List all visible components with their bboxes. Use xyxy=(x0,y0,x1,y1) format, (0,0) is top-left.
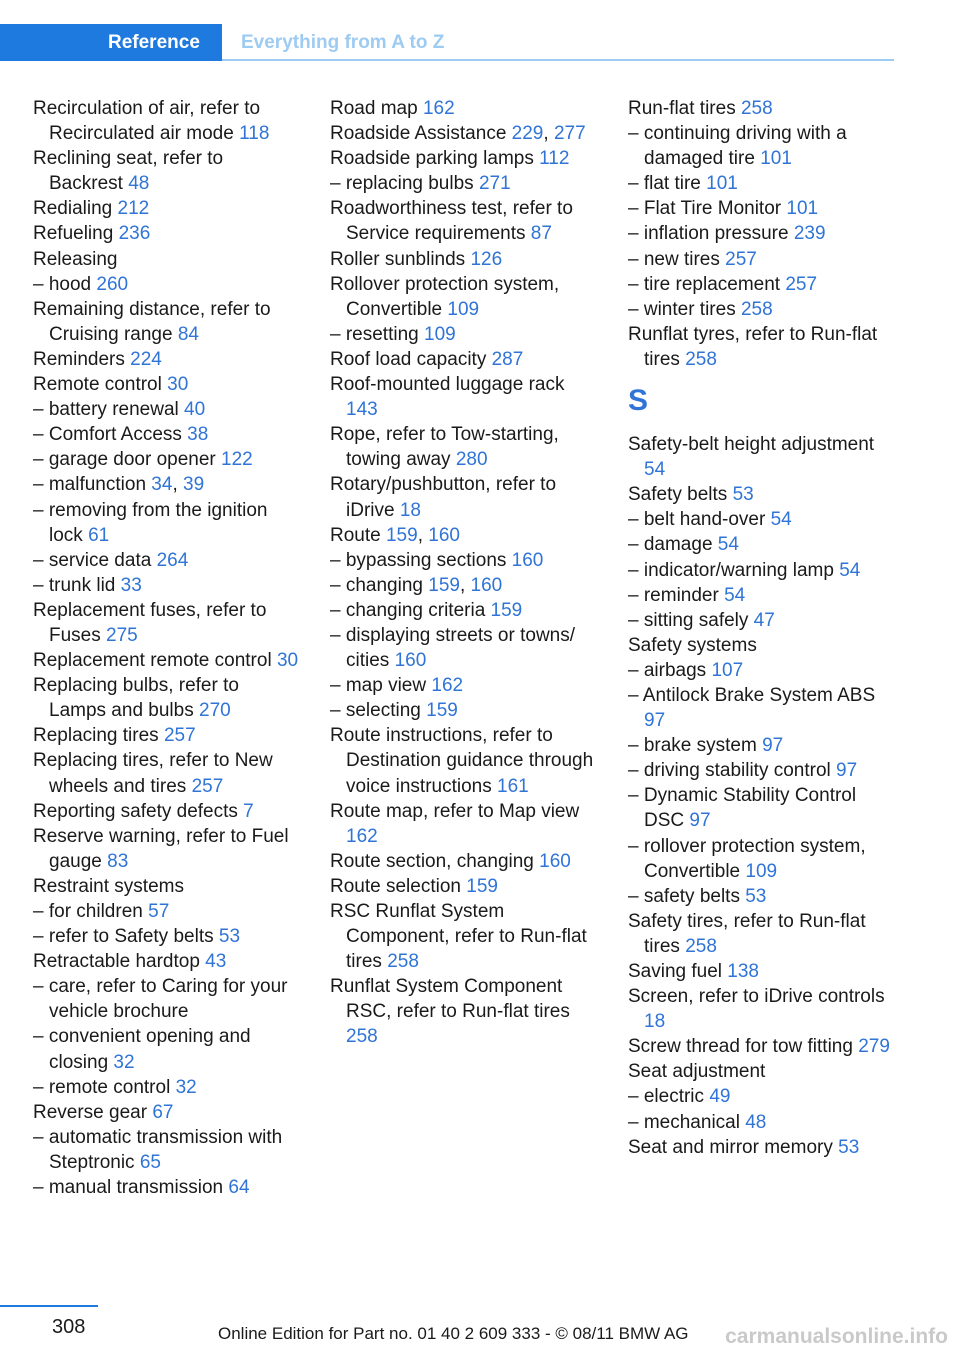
index-entry xyxy=(330,347,598,372)
entry-text: – continuing driving with a damaged tire xyxy=(628,123,847,170)
entry-text: Safety systems xyxy=(628,634,757,656)
page-link[interactable]: 87 xyxy=(530,223,552,245)
page-link[interactable]: 30 xyxy=(167,374,189,396)
page-link[interactable]: 54 xyxy=(770,509,792,531)
page-link[interactable]: 97 xyxy=(836,760,858,782)
entry-text: – replacing bulbs xyxy=(330,173,479,195)
entry-text: – Comfort Access xyxy=(33,424,188,446)
index-entry xyxy=(33,221,301,246)
page-link[interactable]: 67 xyxy=(152,1101,174,1123)
entry-text: – reminder xyxy=(628,584,725,606)
entry-text: Recirculation of air, refer to Recirculated air mode xyxy=(33,98,261,145)
index-entry xyxy=(628,272,896,297)
entry-text: Route instructions, refer to Destination guidance through voice instructions xyxy=(330,725,594,797)
entry-text: , xyxy=(459,574,471,596)
index-column-3 xyxy=(628,96,896,1160)
page-link[interactable]: 159 xyxy=(426,700,458,722)
page-link[interactable]: 270 xyxy=(199,700,231,722)
page-link[interactable]: 161 xyxy=(497,775,529,797)
index-column-1 xyxy=(33,96,301,1200)
page-link[interactable]: 84 xyxy=(177,323,199,345)
index-entry xyxy=(33,949,301,974)
entry-text: Rollover protection system, Convertible xyxy=(330,273,560,320)
entry-text: – mechanical xyxy=(628,1111,746,1133)
index-entry xyxy=(628,96,896,121)
page-link[interactable]: 280 xyxy=(455,449,488,471)
entry-text: Replacement fuses, refer to Fuses xyxy=(33,599,267,646)
page-link[interactable]: 109 xyxy=(745,860,778,882)
index-entry xyxy=(330,472,598,522)
page-link[interactable]: 83 xyxy=(107,850,129,872)
entry-text: – resetting xyxy=(330,323,424,345)
page-link[interactable]: 271 xyxy=(478,173,511,195)
entry-text: Retractable hardtop xyxy=(33,951,206,973)
page-link[interactable]: 257 xyxy=(163,725,196,747)
index-entry xyxy=(330,372,598,422)
index-entry xyxy=(330,874,598,899)
index-entry xyxy=(628,322,896,372)
entry-text: – convenient opening and closing xyxy=(33,1026,251,1073)
page-link[interactable]: 53 xyxy=(218,926,241,948)
entry-text: Remote control xyxy=(33,374,168,396)
footer-rule xyxy=(0,1305,98,1307)
page-link[interactable]: 258 xyxy=(685,348,717,370)
page-link[interactable]: 61 xyxy=(88,524,110,546)
page-link[interactable]: 47 xyxy=(753,609,775,631)
entry-text: Screen, refer to iDrive controls xyxy=(628,986,885,1008)
page-link[interactable]: 257 xyxy=(191,775,224,797)
index-entry xyxy=(628,658,896,683)
entry-text: Route xyxy=(330,524,386,546)
entry-text: Restraint systems xyxy=(33,875,184,897)
index-entry xyxy=(330,196,598,246)
page-link[interactable]: 143 xyxy=(346,399,378,421)
page-link[interactable]: 122 xyxy=(221,449,253,471)
entry-text: – flat tire xyxy=(628,173,707,195)
page-link[interactable]: 258 xyxy=(740,98,773,119)
page-link[interactable]: 48 xyxy=(745,1111,767,1133)
entry-text: – hood xyxy=(33,273,97,295)
index-entry xyxy=(628,1084,896,1109)
index-entry xyxy=(628,583,896,608)
page-link[interactable]: 279 xyxy=(858,1036,890,1058)
entry-text: Roller sunblinds xyxy=(330,248,471,270)
page-link[interactable]: 287 xyxy=(491,348,524,370)
index-entry xyxy=(628,733,896,758)
entry-text: – displaying streets or towns/ cities xyxy=(330,624,576,672)
entry-text: – trunk lid xyxy=(33,574,121,596)
index-entry xyxy=(33,196,301,221)
page-link[interactable]: 49 xyxy=(709,1086,731,1108)
entry-text: Releasing xyxy=(33,248,118,270)
entry-text: Remaining distance, refer to Cruising range xyxy=(33,298,271,345)
index-entry xyxy=(33,146,301,196)
index-entry xyxy=(330,422,598,472)
entry-text: Runflat tyres, refer to Run-flat tires xyxy=(628,323,878,370)
header-tab: Reference xyxy=(0,24,222,61)
index-entry xyxy=(330,171,598,196)
page-link[interactable]: 236 xyxy=(118,223,151,245)
page-link[interactable]: 54 xyxy=(724,584,746,606)
index-entry xyxy=(330,548,598,573)
index-entry xyxy=(330,723,598,798)
page-link[interactable]: 162 xyxy=(346,825,378,847)
index-entry xyxy=(628,984,896,1034)
entry-text: Replacing tires xyxy=(33,725,164,747)
entry-text: – sitting safely xyxy=(628,609,754,631)
watermark: carmanualsonline.info xyxy=(725,1325,948,1348)
page-link[interactable]: 126 xyxy=(470,248,503,270)
entry-text: – rollover protection system, Convertible xyxy=(628,835,866,882)
page-link[interactable]: 39 xyxy=(183,474,205,496)
entry-text: – refer to Safety belts xyxy=(33,926,219,948)
page-link[interactable]: 54 xyxy=(717,534,739,556)
index-entry xyxy=(330,598,598,623)
index-entry xyxy=(628,783,896,833)
index-entry xyxy=(330,673,598,698)
entry-text: Reserve warning, refer to Fuel gauge xyxy=(33,825,289,872)
page-link[interactable]: 159 xyxy=(385,524,418,546)
page-link[interactable]: 112 xyxy=(539,148,570,170)
entry-text: – malfunction xyxy=(33,474,152,496)
index-entry xyxy=(628,1034,896,1059)
entry-text: Reporting safety defects xyxy=(33,800,244,822)
entry-text: Rope, refer to Tow-starting, towing away xyxy=(330,424,559,471)
index-entry xyxy=(628,196,896,221)
index-entry xyxy=(628,959,896,984)
index-entry xyxy=(33,272,301,297)
page-link[interactable]: 212 xyxy=(117,198,150,220)
index-entry xyxy=(33,924,301,949)
section-letter: S xyxy=(628,384,649,418)
index-entry xyxy=(628,507,896,532)
entry-text: Rotary/pushbutton, refer to iDrive xyxy=(330,474,557,521)
index-entry xyxy=(330,573,598,598)
entry-text: – inflation pressure xyxy=(628,223,794,245)
entry-text: – garage door opener xyxy=(33,449,222,471)
index-entry xyxy=(628,247,896,272)
index-entry xyxy=(33,422,301,447)
entry-text: – changing criteria xyxy=(330,599,491,621)
index-entry xyxy=(33,874,301,899)
index-entry xyxy=(628,482,896,507)
index-entry xyxy=(628,1059,896,1084)
index-entry xyxy=(33,247,301,272)
page-link[interactable]: 107 xyxy=(711,659,744,681)
index-entry xyxy=(330,849,598,874)
page-link[interactable]: 277 xyxy=(553,123,586,145)
page-link[interactable]: 30 xyxy=(276,650,299,672)
entry-text: – Dynamic Stability Control DSC xyxy=(628,785,857,832)
index-entry xyxy=(33,498,301,548)
page-link[interactable]: 57 xyxy=(148,901,170,922)
entry-text: Route section, changing xyxy=(330,850,540,872)
entry-text: – manual transmission xyxy=(33,1177,229,1199)
entry-text: – for children xyxy=(33,901,149,922)
page-link[interactable]: 275 xyxy=(106,624,138,646)
index-entry xyxy=(628,909,896,959)
index-entry xyxy=(330,146,598,171)
entry-text: Safety tires, refer to Run-flat tires xyxy=(628,910,866,957)
page-link[interactable]: 264 xyxy=(156,549,189,571)
page-link[interactable]: 18 xyxy=(644,1011,666,1033)
index-entry xyxy=(330,272,598,322)
page-link[interactable]: 18 xyxy=(399,499,421,521)
page-link[interactable]: 54 xyxy=(839,559,861,581)
index-entry xyxy=(33,472,301,497)
page-link[interactable]: 33 xyxy=(120,574,142,596)
entry-text: , xyxy=(417,524,429,546)
index-entry xyxy=(628,1110,896,1135)
page-link[interactable]: 32 xyxy=(175,1076,197,1098)
index-entry xyxy=(33,548,301,573)
page-link[interactable]: 160 xyxy=(428,524,460,546)
entry-text: – new tires xyxy=(628,248,726,270)
page-link[interactable]: 257 xyxy=(785,273,818,295)
page-link[interactable]: 257 xyxy=(725,248,757,270)
index-entry xyxy=(330,121,598,146)
page-link[interactable]: 97 xyxy=(689,810,711,832)
page-link[interactable]: 101 xyxy=(760,148,792,170)
entry-text: Replacing bulbs, refer to Lamps and bulbs xyxy=(33,675,239,722)
index-entry xyxy=(330,899,598,974)
index-entry xyxy=(628,834,896,884)
index-entry xyxy=(33,723,301,748)
entry-text: Safety-belt height adjustment xyxy=(628,434,875,456)
index-entry xyxy=(33,1024,301,1074)
page-link[interactable]: 162 xyxy=(431,675,464,697)
entry-text: – service data xyxy=(33,549,157,571)
edition-text: Online Edition for Part no. 01 40 2 609 333 - © 08/11 BMW AG xyxy=(218,1324,689,1343)
index-entry xyxy=(330,799,598,849)
page-link[interactable]: 229 xyxy=(511,123,544,145)
index-entry xyxy=(628,758,896,783)
entry-text: Seat and mirror memory xyxy=(628,1136,839,1158)
index-entry xyxy=(330,96,598,121)
entry-text: – changing xyxy=(330,574,429,596)
page-link[interactable]: 7 xyxy=(243,800,254,822)
page-link[interactable]: 32 xyxy=(113,1051,135,1073)
index-entry xyxy=(628,558,896,583)
entry-text: , xyxy=(172,474,183,496)
index-entry xyxy=(628,633,896,658)
entry-text: – belt hand-over xyxy=(628,509,771,531)
index-entry xyxy=(330,623,598,673)
index-entry xyxy=(33,799,301,824)
index-entry xyxy=(33,347,301,372)
entry-text: – electric xyxy=(628,1086,710,1108)
entry-text: – removing from the ignition lock xyxy=(33,499,268,546)
entry-text: – safety belts xyxy=(628,885,746,907)
index-entry xyxy=(33,447,301,472)
entry-text: Road map xyxy=(330,98,423,119)
header-rule xyxy=(222,59,894,61)
page-number: 308 xyxy=(52,1316,86,1338)
page-link[interactable]: 162 xyxy=(422,98,455,119)
page-link[interactable]: 97 xyxy=(644,710,666,732)
page-link[interactable]: 258 xyxy=(740,298,773,320)
entry-text: – automatic transmission with Steptronic xyxy=(33,1126,283,1173)
index-entry xyxy=(33,899,301,924)
entry-text: Redialing xyxy=(33,198,118,220)
page-link[interactable]: 239 xyxy=(793,223,826,245)
index-entry xyxy=(628,121,896,171)
entry-text: Run-flat tires xyxy=(628,98,741,119)
entry-text: – Antilock Brake System ABS xyxy=(628,684,876,706)
page-link[interactable]: 54 xyxy=(644,459,666,481)
entry-text: – battery renewal xyxy=(33,399,185,421)
entry-text: – driving stability control xyxy=(628,760,837,782)
entry-text: – tire replacement xyxy=(628,273,786,295)
page-link[interactable]: 48 xyxy=(128,173,150,195)
page-link[interactable]: 53 xyxy=(732,484,754,506)
page-link[interactable]: 118 xyxy=(239,123,270,145)
index-entry xyxy=(33,372,301,397)
index-entry xyxy=(33,297,301,347)
page-link[interactable]: 159 xyxy=(490,599,523,621)
entry-text: Reverse gear xyxy=(33,1101,153,1123)
page-link[interactable]: 138 xyxy=(727,961,759,982)
entry-text: Screw thread for tow fitting xyxy=(628,1036,859,1058)
page-link[interactable]: 160 xyxy=(511,549,544,571)
index-entry xyxy=(628,171,896,196)
page-link[interactable]: 43 xyxy=(205,951,227,973)
index-entry xyxy=(33,573,301,598)
entry-text: Roof load capacity xyxy=(330,348,492,370)
page-link[interactable]: 109 xyxy=(447,298,480,320)
entry-text: – map view xyxy=(330,675,432,697)
index-entry xyxy=(628,683,896,733)
index-entry xyxy=(33,598,301,648)
page-link[interactable]: 40 xyxy=(184,399,206,421)
entry-text: – Flat Tire Monitor xyxy=(628,198,787,220)
index-entry xyxy=(33,397,301,422)
index-entry xyxy=(628,297,896,322)
index-entry xyxy=(33,1100,301,1125)
entry-text: , xyxy=(543,123,554,145)
entry-text: Roadworthiness test, refer to Service requirements xyxy=(330,198,573,245)
entry-text: RSC Runflat System Component, refer to Run-flat tires xyxy=(330,901,587,973)
index-entry xyxy=(33,1125,301,1175)
entry-text: – winter tires xyxy=(628,298,741,320)
entry-text: – care, refer to Caring for your vehicle brochure xyxy=(33,976,288,1023)
index-entry xyxy=(330,523,598,548)
entry-text: – bypassing sections xyxy=(330,549,512,571)
index-entry xyxy=(628,221,896,246)
entry-text: Saving fuel xyxy=(628,961,728,982)
index-column-2 xyxy=(330,96,598,1050)
entry-text: Reminders xyxy=(33,348,131,370)
index-entry xyxy=(33,824,301,874)
entry-text: – airbags xyxy=(628,659,712,681)
index-entry xyxy=(33,748,301,798)
entry-text: – damage xyxy=(628,534,718,556)
entry-text: – remote control xyxy=(33,1076,176,1098)
page-link[interactable]: 109 xyxy=(424,323,456,345)
page-link[interactable]: 65 xyxy=(139,1151,161,1173)
index-entry xyxy=(33,974,301,1024)
entry-text: Roof-mounted luggage rack xyxy=(330,374,565,396)
entry-text: – selecting xyxy=(330,700,427,722)
entry-text: Route map, refer to Map view xyxy=(330,800,580,822)
index-entry xyxy=(628,532,896,557)
index-entry xyxy=(330,322,598,347)
page-link[interactable]: 160 xyxy=(394,650,427,672)
entry-text: Roadside Assistance xyxy=(330,123,512,145)
index-entry xyxy=(628,432,896,482)
page-link[interactable]: 53 xyxy=(838,1136,860,1158)
page-link[interactable]: 258 xyxy=(346,1026,378,1048)
page-link[interactable]: 160 xyxy=(470,574,503,596)
entry-text: Seat adjustment xyxy=(628,1061,766,1083)
entry-text: Replacement remote control xyxy=(33,650,277,672)
page-link[interactable]: 38 xyxy=(187,424,209,446)
index-entry xyxy=(628,608,896,633)
index-entry xyxy=(33,96,301,146)
index-entry xyxy=(33,1175,301,1200)
page-link[interactable]: 260 xyxy=(96,273,129,295)
page-link[interactable]: 224 xyxy=(130,348,162,370)
page-link[interactable]: 34 xyxy=(151,474,173,496)
index-entry xyxy=(330,974,598,1049)
index-entry xyxy=(33,648,301,673)
page-link[interactable]: 258 xyxy=(685,935,717,957)
entry-text: Refueling xyxy=(33,223,119,245)
entry-text: – brake system xyxy=(628,735,763,757)
entry-text: Route selection xyxy=(330,875,467,897)
header-subtitle: Everything from A to Z xyxy=(241,32,445,53)
index-entry xyxy=(628,884,896,909)
entry-text: Runflat System Component RSC, refer to Run-flat tires xyxy=(330,976,570,1023)
entry-text: Roadside parking lamps xyxy=(330,148,540,170)
page-link[interactable]: 53 xyxy=(745,885,767,907)
entry-text: – indicator/warning lamp xyxy=(628,559,840,581)
entry-text: Safety belts xyxy=(628,484,733,506)
page-link[interactable]: 160 xyxy=(539,850,571,872)
page-link[interactable]: 64 xyxy=(228,1177,250,1199)
index-entry xyxy=(33,1075,301,1100)
page-link[interactable]: 258 xyxy=(387,951,419,973)
entry-text: Replacing tires, refer to New wheels and tires xyxy=(33,750,273,797)
page-link[interactable]: 159 xyxy=(466,875,498,897)
page-link[interactable]: 101 xyxy=(786,198,819,220)
index-entry xyxy=(33,673,301,723)
page-link[interactable]: 97 xyxy=(762,735,784,757)
index-entry xyxy=(628,1135,896,1160)
index-entry xyxy=(330,247,598,272)
page-link[interactable]: 159 xyxy=(428,574,460,596)
page-link[interactable]: 101 xyxy=(706,173,738,195)
index-entry xyxy=(330,698,598,723)
entry-text: Reclining seat, refer to Backrest xyxy=(33,148,224,195)
